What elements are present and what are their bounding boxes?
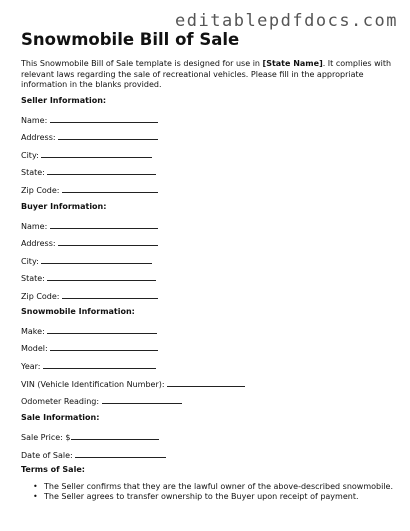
buyer-address-label: Address: (21, 239, 56, 248)
seller-city-row (21, 149, 152, 160)
seller-zip-label: Zip Code: (21, 186, 60, 195)
buyer-state-blank[interactable] (47, 272, 156, 281)
buyer-name-blank[interactable] (50, 220, 158, 229)
sale-date-blank[interactable] (75, 449, 166, 458)
year-row (21, 360, 156, 371)
odometer-blank[interactable] (102, 395, 182, 404)
seller-city-label: City: (21, 151, 39, 160)
odometer-row (21, 395, 182, 406)
make-label: Make: (21, 327, 45, 336)
watermark: editablepdfdocs.com (175, 11, 398, 31)
sale-price-label: Sale Price: $ (21, 433, 71, 442)
vin-row (21, 378, 245, 389)
seller-name-label: Name: (21, 116, 48, 125)
buyer-zip-row (21, 290, 158, 301)
buyer-name-label: Name: (21, 222, 48, 231)
vin-blank[interactable] (167, 378, 245, 387)
intro-paragraph (21, 59, 393, 91)
sale-heading: Sale Information: (21, 413, 100, 422)
buyer-address-row (21, 237, 158, 248)
make-blank[interactable] (47, 325, 157, 334)
seller-city-blank[interactable] (41, 149, 152, 158)
buyer-state-row (21, 272, 156, 283)
seller-state-row (21, 166, 156, 177)
seller-name-row (21, 114, 158, 125)
buyer-zip-blank[interactable] (62, 290, 158, 299)
buyer-city-blank[interactable] (41, 255, 152, 264)
model-row (21, 342, 158, 353)
sale-price-row (21, 431, 159, 442)
buyer-name-row (21, 220, 158, 231)
buyer-city-label: City: (21, 257, 39, 266)
terms-list-item: • The Seller confirms that they are the lawful owner of the above-described snowmobile. (33, 482, 393, 492)
sale-date-label: Date of Sale: (21, 451, 73, 460)
sale-date-row (21, 449, 166, 460)
state-name-placeholder: [State Name] (262, 59, 323, 68)
buyer-address-blank[interactable] (58, 237, 158, 246)
intro-text-end: . It complies with relevant laws regarding the sale of recreational vehicles. Please fill in the appropriate information in the blanks provided. (21, 59, 392, 89)
make-row (21, 325, 157, 336)
model-label: Model: (21, 344, 48, 353)
seller-zip-blank[interactable] (62, 184, 158, 193)
intro-text-start: This Snowmobile Bill of Sale template is designed for use in (21, 59, 263, 68)
seller-zip-row (21, 184, 158, 195)
odometer-label: Odometer Reading: (21, 397, 100, 406)
seller-name-blank[interactable] (50, 114, 158, 123)
seller-heading: Seller Information: (21, 96, 107, 105)
model-blank[interactable] (50, 342, 158, 351)
seller-address-blank[interactable] (58, 131, 158, 140)
vin-label: VIN (Vehicle Identification Number): (21, 380, 165, 389)
seller-state-blank[interactable] (47, 166, 156, 175)
buyer-zip-label: Zip Code: (21, 292, 60, 301)
buyer-heading: Buyer Information: (21, 202, 107, 211)
year-blank[interactable] (43, 360, 156, 369)
seller-address-label: Address: (21, 133, 56, 142)
terms-list (33, 482, 393, 502)
document-title: Snowmobile Bill of Sale (21, 30, 240, 49)
sale-price-blank[interactable] (71, 431, 159, 440)
terms-list-item: • The Seller agrees to transfer ownership to the Buyer upon receipt of payment. (33, 492, 393, 502)
buyer-city-row (21, 255, 152, 266)
terms-heading: Terms of Sale: (21, 465, 85, 474)
snowmobile-heading: Snowmobile Information: (21, 307, 135, 316)
seller-address-row (21, 131, 158, 142)
buyer-state-label: State: (21, 274, 45, 283)
year-label: Year: (21, 362, 41, 371)
seller-state-label: State: (21, 168, 45, 177)
